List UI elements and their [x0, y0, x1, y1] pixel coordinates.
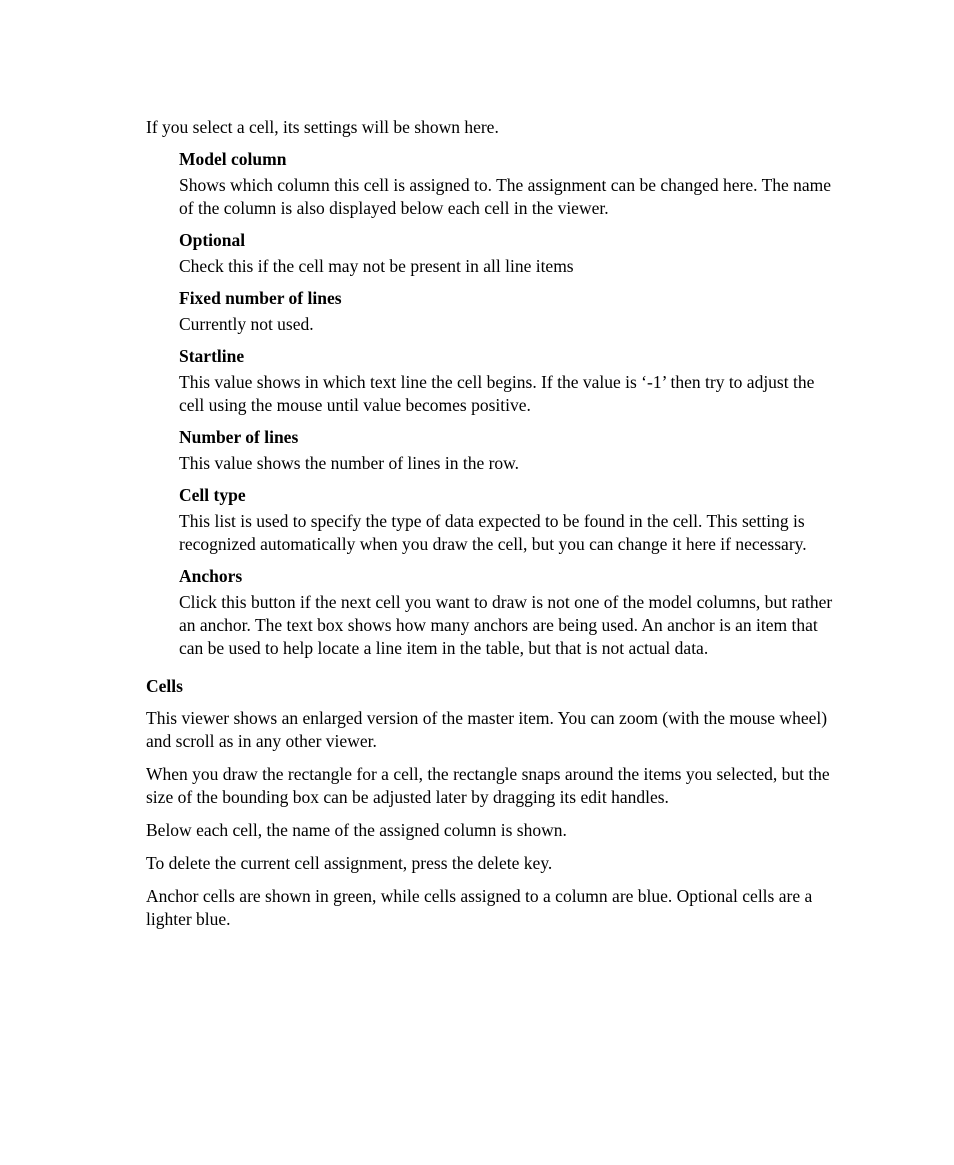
term-startline: Startline: [179, 346, 245, 366]
cells-paragraph: This viewer shows an enlarged version of the master item. You can zoom (with the mouse wheel) and scroll as in any other viewer.: [146, 708, 828, 751]
cells-paragraph: When you draw the rectangle for a cell, the rectangle snaps around the items you selected, but the size of the bounding box can be adjusted later by dragging its edit handles.: [146, 764, 830, 807]
intro-text: If you select a cell, its settings will be shown here.: [146, 117, 499, 137]
document-page: [146, 116, 836, 941]
term-number-of-lines: Number of lines: [179, 427, 299, 447]
desc-anchors: Click this button if the next cell you want to draw is not one of the model columns, but rather an anchor. The text box shows how many anchors are being used. An anchor is an item that can be used to help locate a line item in the table, but that is not actual data.: [179, 592, 833, 658]
term-model-column: Model column: [179, 149, 287, 169]
desc-startline: This value shows in which text line the cell begins. If the value is ‘-1’ then try to adjust the cell using the mouse until value becomes positive.: [179, 372, 815, 415]
desc-model-column: Shows which column this cell is assigned to. The assignment can be changed here. The name of the column is also displayed below each cell in the viewer.: [179, 175, 832, 218]
desc-optional: Check this if the cell may not be present in all line items: [179, 256, 574, 276]
term-cell-type: Cell type: [179, 485, 246, 505]
term-anchors: Anchors: [179, 566, 243, 586]
term-optional: Optional: [179, 230, 246, 250]
desc-number-of-lines: This value shows the number of lines in the row.: [179, 453, 520, 473]
cells-paragraph: Below each cell, the name of the assigned column is shown.: [146, 820, 567, 840]
settings-definition-list: [179, 148, 836, 660]
term-fixed-number-of-lines: Fixed number of lines: [179, 288, 342, 308]
cells-paragraph: To delete the current cell assignment, press the delete key.: [146, 853, 553, 873]
cells-paragraph: Anchor cells are shown in green, while cells assigned to a column are blue. Optional cells are a lighter blue.: [146, 886, 813, 929]
desc-cell-type: This list is used to specify the type of data expected to be found in the cell. This setting is recognized automatically when you draw the cell, but you can change it here if necessary.: [179, 511, 807, 554]
desc-fixed-number-of-lines: Currently not used.: [179, 314, 314, 334]
cells-section-heading: Cells: [146, 676, 183, 696]
